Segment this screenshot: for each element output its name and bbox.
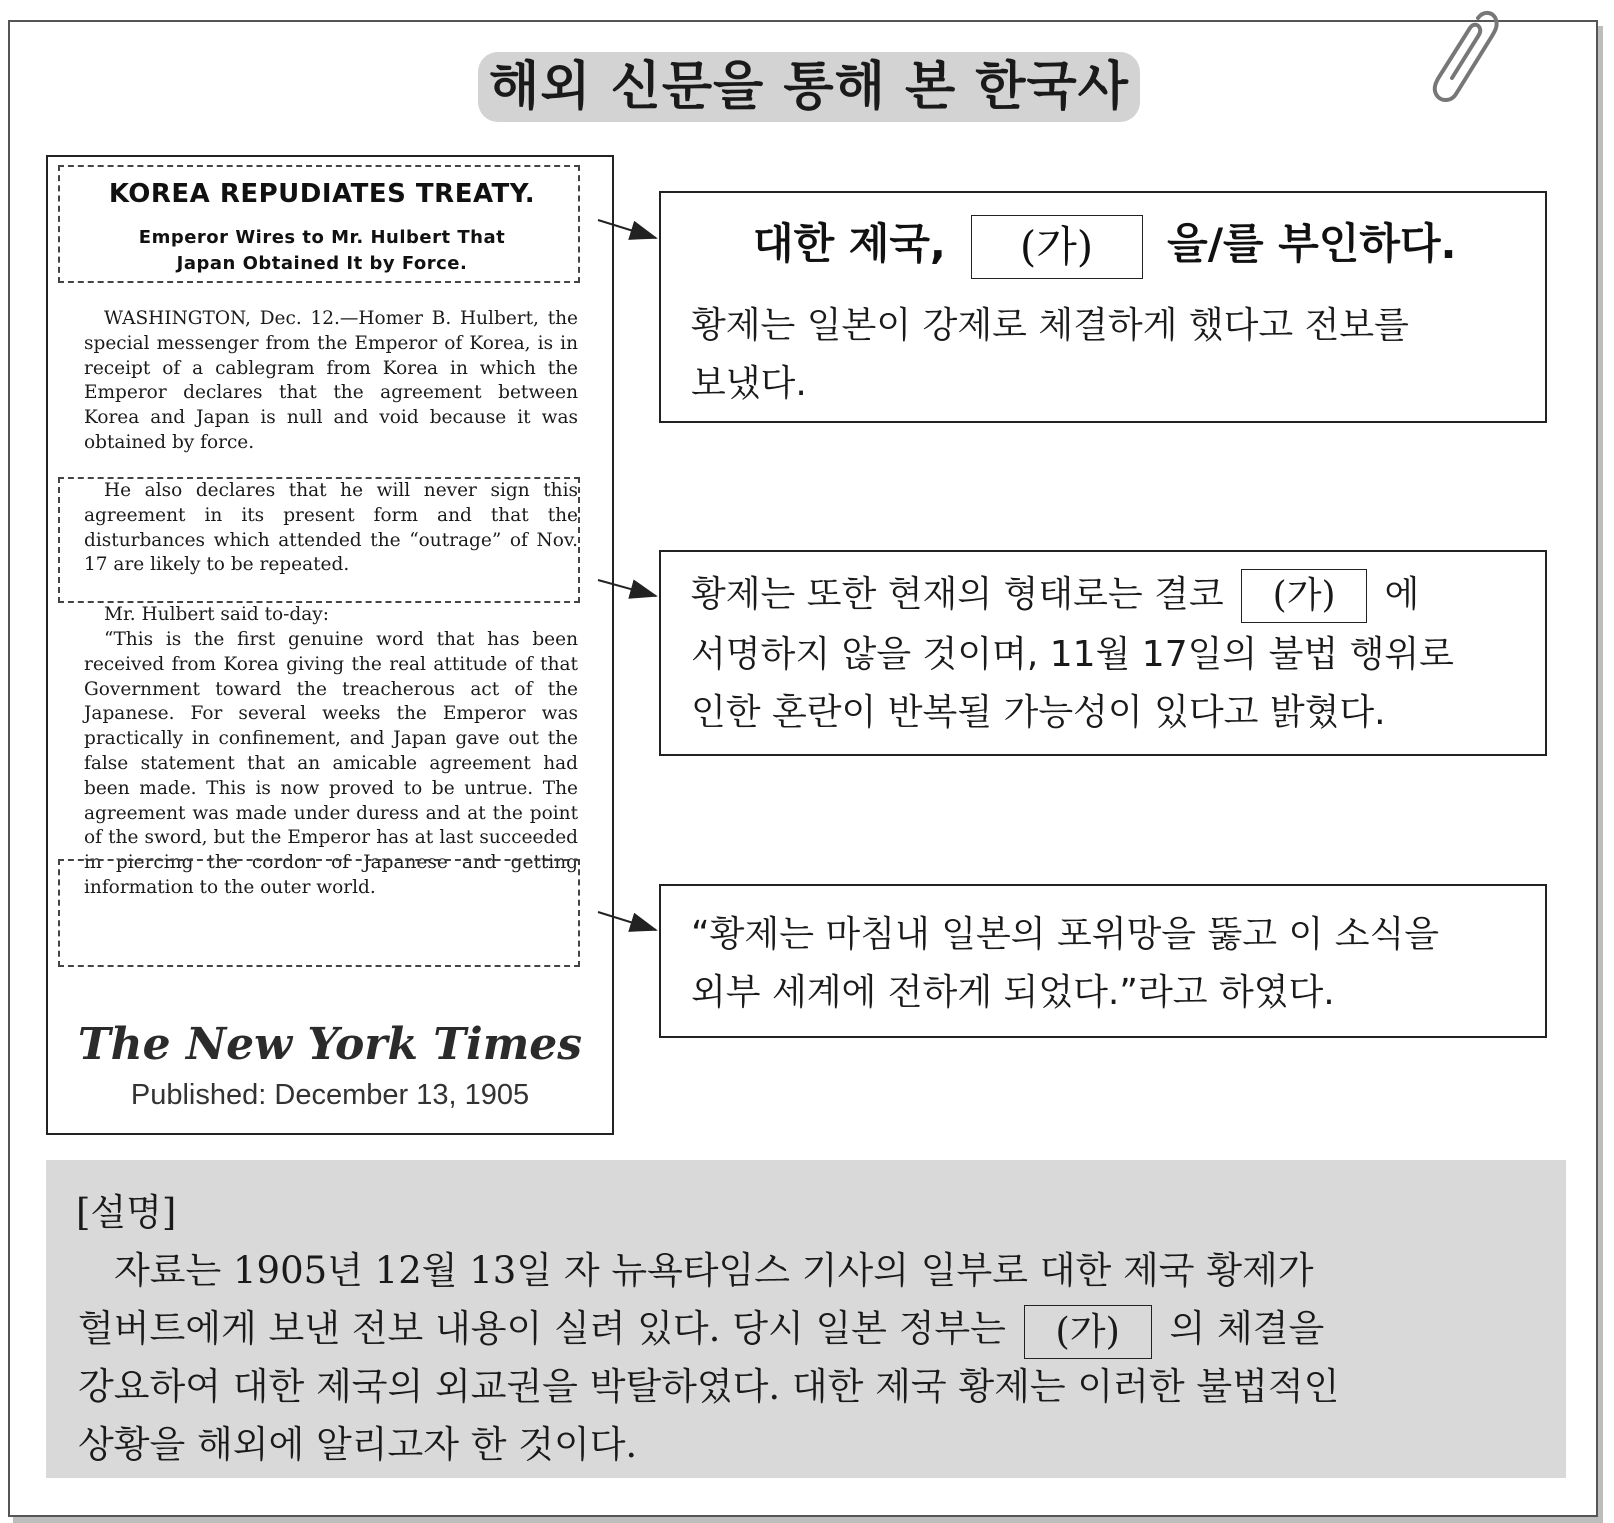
page-title (478, 52, 1140, 122)
newspaper-masthead: The New York Times (77, 1019, 583, 1070)
box1-line-1: 황제는 일본이 강제로 체결하게 했다고 전보를 (691, 305, 1409, 346)
paragraph-text: “This is the first genuine word that has been received from Korea giving the real attitude of that Government toward the treacherous act of the Japanese. For several weeks the Emperor was practically in confinement, and Japan gave out the false statement that an amicable agreement had been made. This is now proved to be untrue. The agreement was made under duress and at the point of the sword, but the Emperor has at last succeeded in piercing the cordon of Japanese and getting information to the outer world. (84, 629, 578, 898)
box3-line-2: 외부 세계에 전하게 되었다.”라고 하였다. (691, 972, 1335, 1013)
box1-line-2: 보냈다. (691, 363, 807, 404)
explanation-line-2 (78, 1298, 1324, 1359)
explanation-line-1: 자료는 1905년 12월 13일 자 뉴욕타임스 기사의 일부로 대한 제국 황제가 (114, 1249, 1314, 1292)
newspaper-headline: KOREA REPUDIATES TREATY. (108, 179, 536, 209)
page-title-text: 해외 신문을 통해 본 한국사 (489, 57, 1129, 117)
paragraph-text: Mr. Hulbert said to-day: (104, 604, 329, 625)
explanation-label: [설명] (76, 1191, 177, 1234)
newspaper-subhead-line: Japan Obtained It by Force. (176, 253, 468, 274)
explanation-line-4: 상황을 해외에 알리고자 한 것이다. (78, 1423, 638, 1466)
newspaper-paragraph-1 (84, 307, 578, 456)
blank-ga: (가) (971, 215, 1143, 279)
newspaper-subhead-line: Emperor Wires to Mr. Hulbert That (138, 227, 506, 248)
box2-line-1-post: 에 (1384, 574, 1420, 615)
translation-box-3 (659, 884, 1547, 1038)
quote-highlight (58, 859, 580, 967)
box2-line-2: 서명하지 않을 것이며, 11월 17일의 불법 행위로 (691, 634, 1454, 675)
translation-box-2 (659, 550, 1547, 756)
box1-heading-post: 을/를 부인하다. (1167, 219, 1457, 268)
explanation-line-2-post: 의 체결을 (1169, 1307, 1325, 1350)
newspaper-subhead (62, 225, 582, 277)
paperclip-icon (1418, 6, 1508, 106)
paragraph-text: He also declares that he will never sign this agreement in its present form and that the disturbances which attended the “outrage” of Nov. 17 are likely to be repeated. (84, 480, 578, 576)
box1-heading-pre: 대한 제국, (753, 219, 946, 268)
box3-line-1: “황제는 마침내 일본의 포위망을 뚫고 이 소식을 (691, 914, 1440, 955)
box1-heading (753, 211, 1456, 279)
box2-line-1-pre: 황제는 또한 현재의 형태로는 결코 (691, 574, 1224, 615)
paragraph-text: WASHINGTON, Dec. 12.—Homer B. Hulbert, the special messenger from the Emperor of Korea, is in receipt of a cablegram from Korea in which the Emperor declares that the agreement between Korea and Japan is null and void because it was obtained by force. (84, 308, 578, 453)
explanation-line-3: 강요하여 대한 제국의 외교권을 박탈하였다. 대한 제국 황제는 이러한 불법적인 (78, 1365, 1340, 1408)
box2-line-3: 인한 혼란이 반복될 가능성이 있다고 밝혔다. (691, 692, 1386, 733)
explanation-line-2-pre: 헐버트에게 보낸 전보 내용이 실려 있다. 당시 일본 정부는 (78, 1307, 1006, 1350)
translation-box-1 (659, 191, 1547, 423)
newspaper-clipping (46, 155, 614, 1135)
newspaper-paragraph-2 (84, 479, 578, 578)
box2-line-1 (691, 566, 1419, 623)
blank-ga: (가) (1241, 569, 1367, 623)
explanation-panel (46, 1160, 1566, 1478)
newspaper-paragraph-3 (84, 603, 578, 628)
published-date: Published: December 13, 1905 (130, 1079, 530, 1111)
blank-ga: (가) (1024, 1305, 1152, 1359)
